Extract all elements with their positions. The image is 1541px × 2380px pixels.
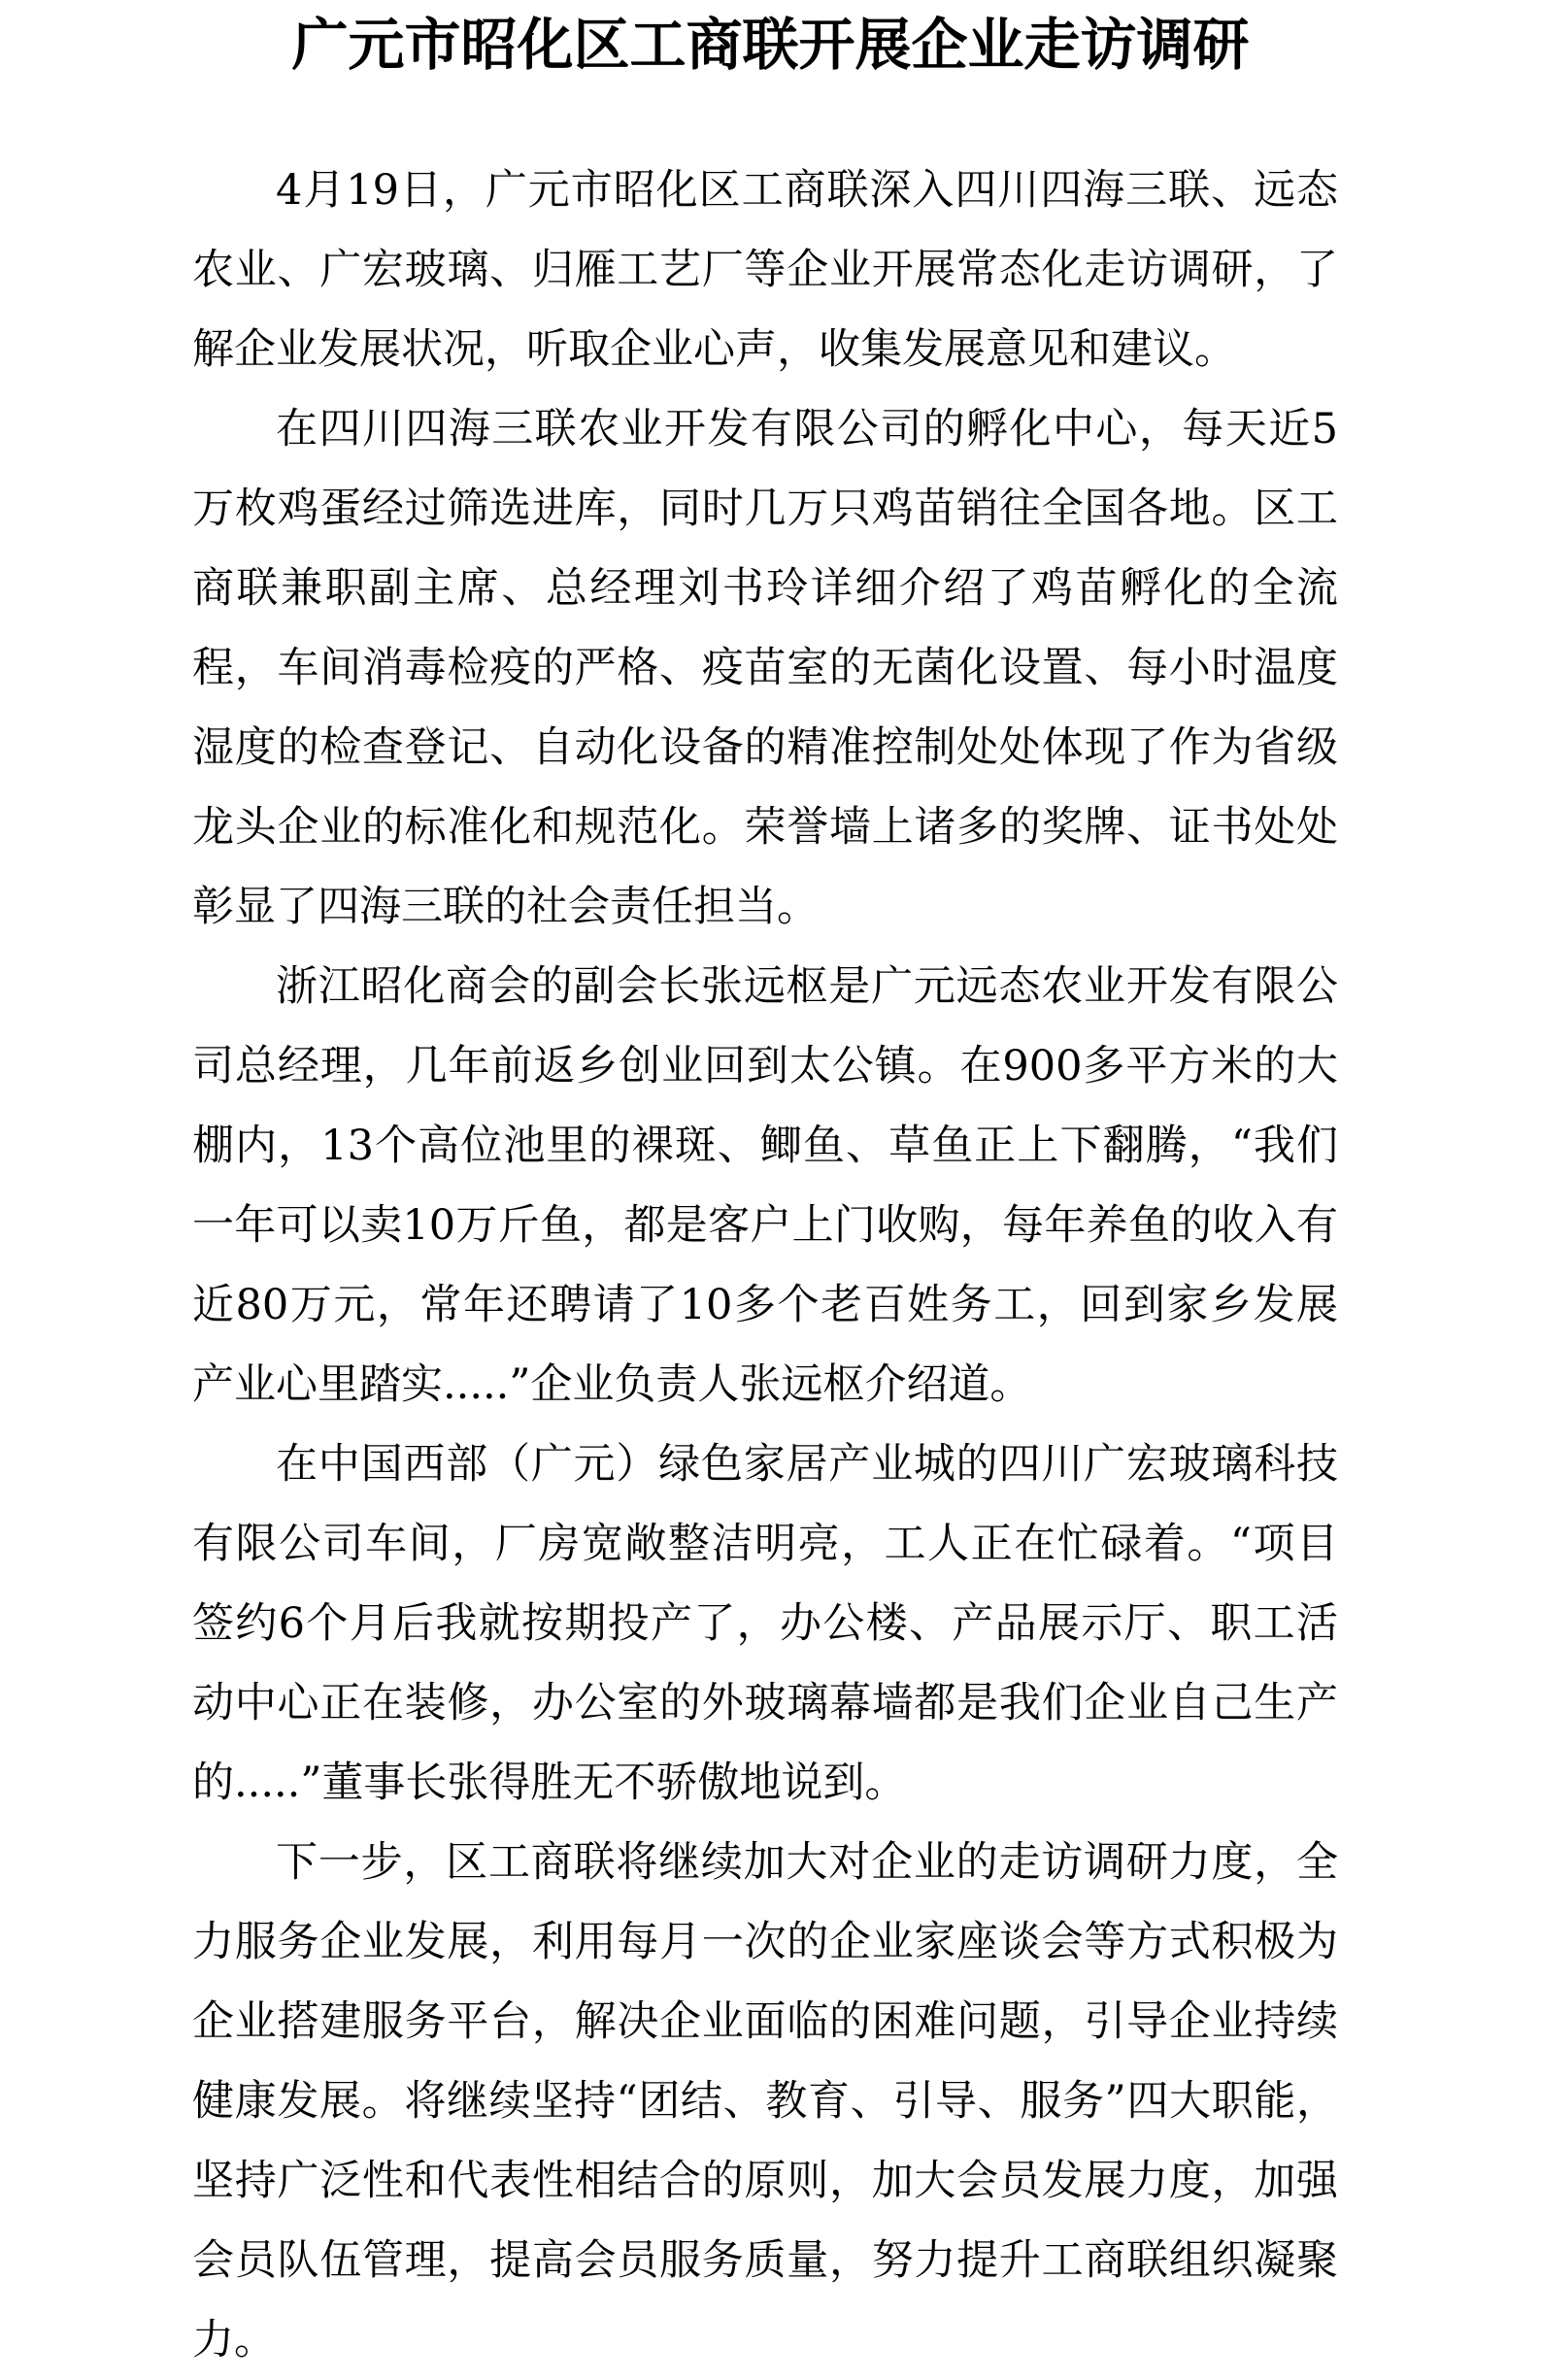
paragraph-intro: 4月19日，广元市昭化区工商联深入四川四海三联、远态农业、广宏玻璃、归雁工艺厂等企业开展常态化走访调研，了解企业发展状况，听取企业心声，收集发展意见和建议。 — [192, 166, 1338, 374]
paragraph-next-steps: 下一步，区工商联将继续加大对企业的走访调研力度，全力服务企业发展，利用每月一次的企业家座谈会等方式积极为企业搭建服务平台，解决企业面临的困难问题，引导企业持续健康发展。将继续坚持“团结、教育、引导、服务”四大职能，坚持广泛性和代表性相结合的原则，加大会员发展力度，加强会员队伍管理，提高会员服务质量，努力提升工商联组织凝聚力。 — [192, 1838, 1338, 2364]
article-title: 广元市昭化区工商联开展企业走访调研 — [291, 12, 1250, 78]
paragraph-sihai-sanlian: 在四川四海三联农业开发有限公司的孵化中心，每天近5万枚鸡蛋经过筛选进库，同时几万只鸡苗销往全国各地。区工商联兼职副主席、总经理刘书玲详细介绍了鸡苗孵化的全流程，车间消毒检疫的严格、疫苗室的无菌化设置、每小时温度湿度的检查登记、自动化设备的精准控制处处体现了作为省级龙头企业的标准化和规范化。荣誉墙上诸多的奖牌、证书处处彰显了四海三联的社会责任担当。 — [192, 405, 1338, 931]
paragraph-yuantai-agriculture: 浙江昭化商会的副会长张远枢是广元远态农业开发有限公司总经理，几年前返乡创业回到太公镇。在900多平方米的大棚内，13个高位池里的裸斑、鲫鱼、草鱼正上下翻腾，“我们一年可以卖10万斤鱼，都是客户上门收购，每年养鱼的收入有近80万元，常年还聘请了10多个老百姓务工，回到家乡发展产业心里踏实.....”企业负责人张远枢介绍道。 — [192, 962, 1338, 1409]
paragraph-guanghong-glass: 在中国西部（广元）绿色家居产业城的四川广宏玻璃科技有限公司车间，厂房宽敞整洁明亮，工人正在忙碌着。“项目签约6个月后我就按期投产了，办公楼、产品展示厅、职工活动中心正在装修，办公室的外玻璃幕墙都是我们企业自己生产的.....”董事长张得胜无不骄傲地说到。 — [192, 1440, 1338, 1807]
article-body — [192, 151, 1338, 2380]
